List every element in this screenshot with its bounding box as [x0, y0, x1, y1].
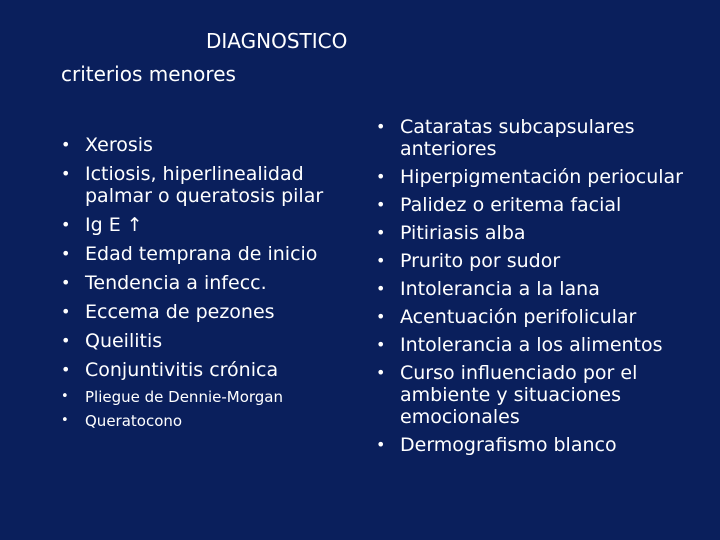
bullet-icon: •	[376, 307, 386, 326]
bullet-icon: •	[376, 251, 386, 270]
left-criteria-list	[57, 134, 337, 431]
list-item	[372, 194, 702, 216]
list-item	[372, 250, 702, 272]
list-item	[57, 134, 337, 156]
bullet-icon: •	[376, 117, 386, 136]
bullet-icon: •	[61, 135, 71, 154]
list-item	[57, 243, 337, 265]
bullet-icon: •	[61, 273, 71, 292]
bullet-icon: •	[61, 331, 71, 350]
list-item-text: Cataratas subcapsulares anteriores	[400, 116, 635, 160]
list-item-text: Queratocono	[85, 412, 183, 430]
list-item	[57, 163, 337, 207]
list-item-text: Eccema de pezones	[85, 301, 275, 323]
list-item-text: Pitiriasis alba	[400, 222, 526, 244]
bullet-icon: •	[61, 413, 69, 428]
list-item-text: Pliegue de Dennie-Morgan	[85, 388, 283, 406]
list-item	[372, 306, 702, 328]
bullet-icon: •	[61, 215, 71, 234]
list-item-text: Curso influenciado por el ambiente y situaciones emocionales	[400, 362, 638, 428]
bullet-icon: •	[376, 195, 386, 214]
bullet-icon: •	[376, 279, 386, 298]
slide-subtitle: criterios menores	[61, 62, 236, 86]
bullet-icon: •	[376, 167, 386, 186]
list-item	[57, 330, 337, 352]
list-item-text: Acentuación perifolicular	[400, 306, 637, 328]
list-item-text: Queilitis	[85, 330, 163, 352]
bullet-icon: •	[61, 360, 71, 379]
list-item-text: Edad temprana de inicio	[85, 243, 318, 265]
bullet-icon: •	[61, 302, 71, 321]
list-item	[372, 362, 702, 428]
bullet-icon: •	[376, 223, 386, 242]
bullet-icon: •	[61, 164, 71, 183]
list-item	[57, 387, 337, 407]
list-item	[372, 434, 702, 456]
list-item-text: Intolerancia a los alimentos	[400, 334, 663, 356]
list-item	[57, 301, 337, 323]
list-item	[372, 334, 702, 356]
bullet-icon: •	[376, 335, 386, 354]
list-item	[57, 359, 337, 381]
list-item-text: Dermografismo blanco	[400, 434, 617, 456]
list-item-text: Intolerancia a la lana	[400, 278, 600, 300]
slide-title: DIAGNOSTICO	[206, 29, 348, 53]
list-item-text: Prurito por sudor	[400, 250, 561, 272]
bullet-icon: •	[61, 389, 69, 404]
bullet-icon: •	[376, 435, 386, 454]
list-item-text: Ictiosis, hiperlinealidad palmar o queratosis pilar	[85, 163, 324, 207]
bullet-icon: •	[376, 363, 386, 382]
list-item-text: Xerosis	[85, 134, 153, 156]
list-item	[372, 116, 702, 160]
list-item	[57, 272, 337, 294]
list-item	[372, 166, 702, 188]
list-item	[57, 214, 337, 236]
list-item	[372, 222, 702, 244]
list-item	[57, 411, 337, 431]
right-criteria-list	[372, 116, 702, 456]
list-item-text: Tendencia a infecc.	[85, 272, 267, 294]
list-item-text: Ig E ↑	[85, 214, 143, 236]
list-item-text: Palidez o eritema facial	[400, 194, 622, 216]
bullet-icon: •	[61, 244, 71, 263]
list-item-text: Hiperpigmentación periocular	[400, 166, 683, 188]
list-item-text: Conjuntivitis crónica	[85, 359, 279, 381]
list-item	[372, 278, 702, 300]
